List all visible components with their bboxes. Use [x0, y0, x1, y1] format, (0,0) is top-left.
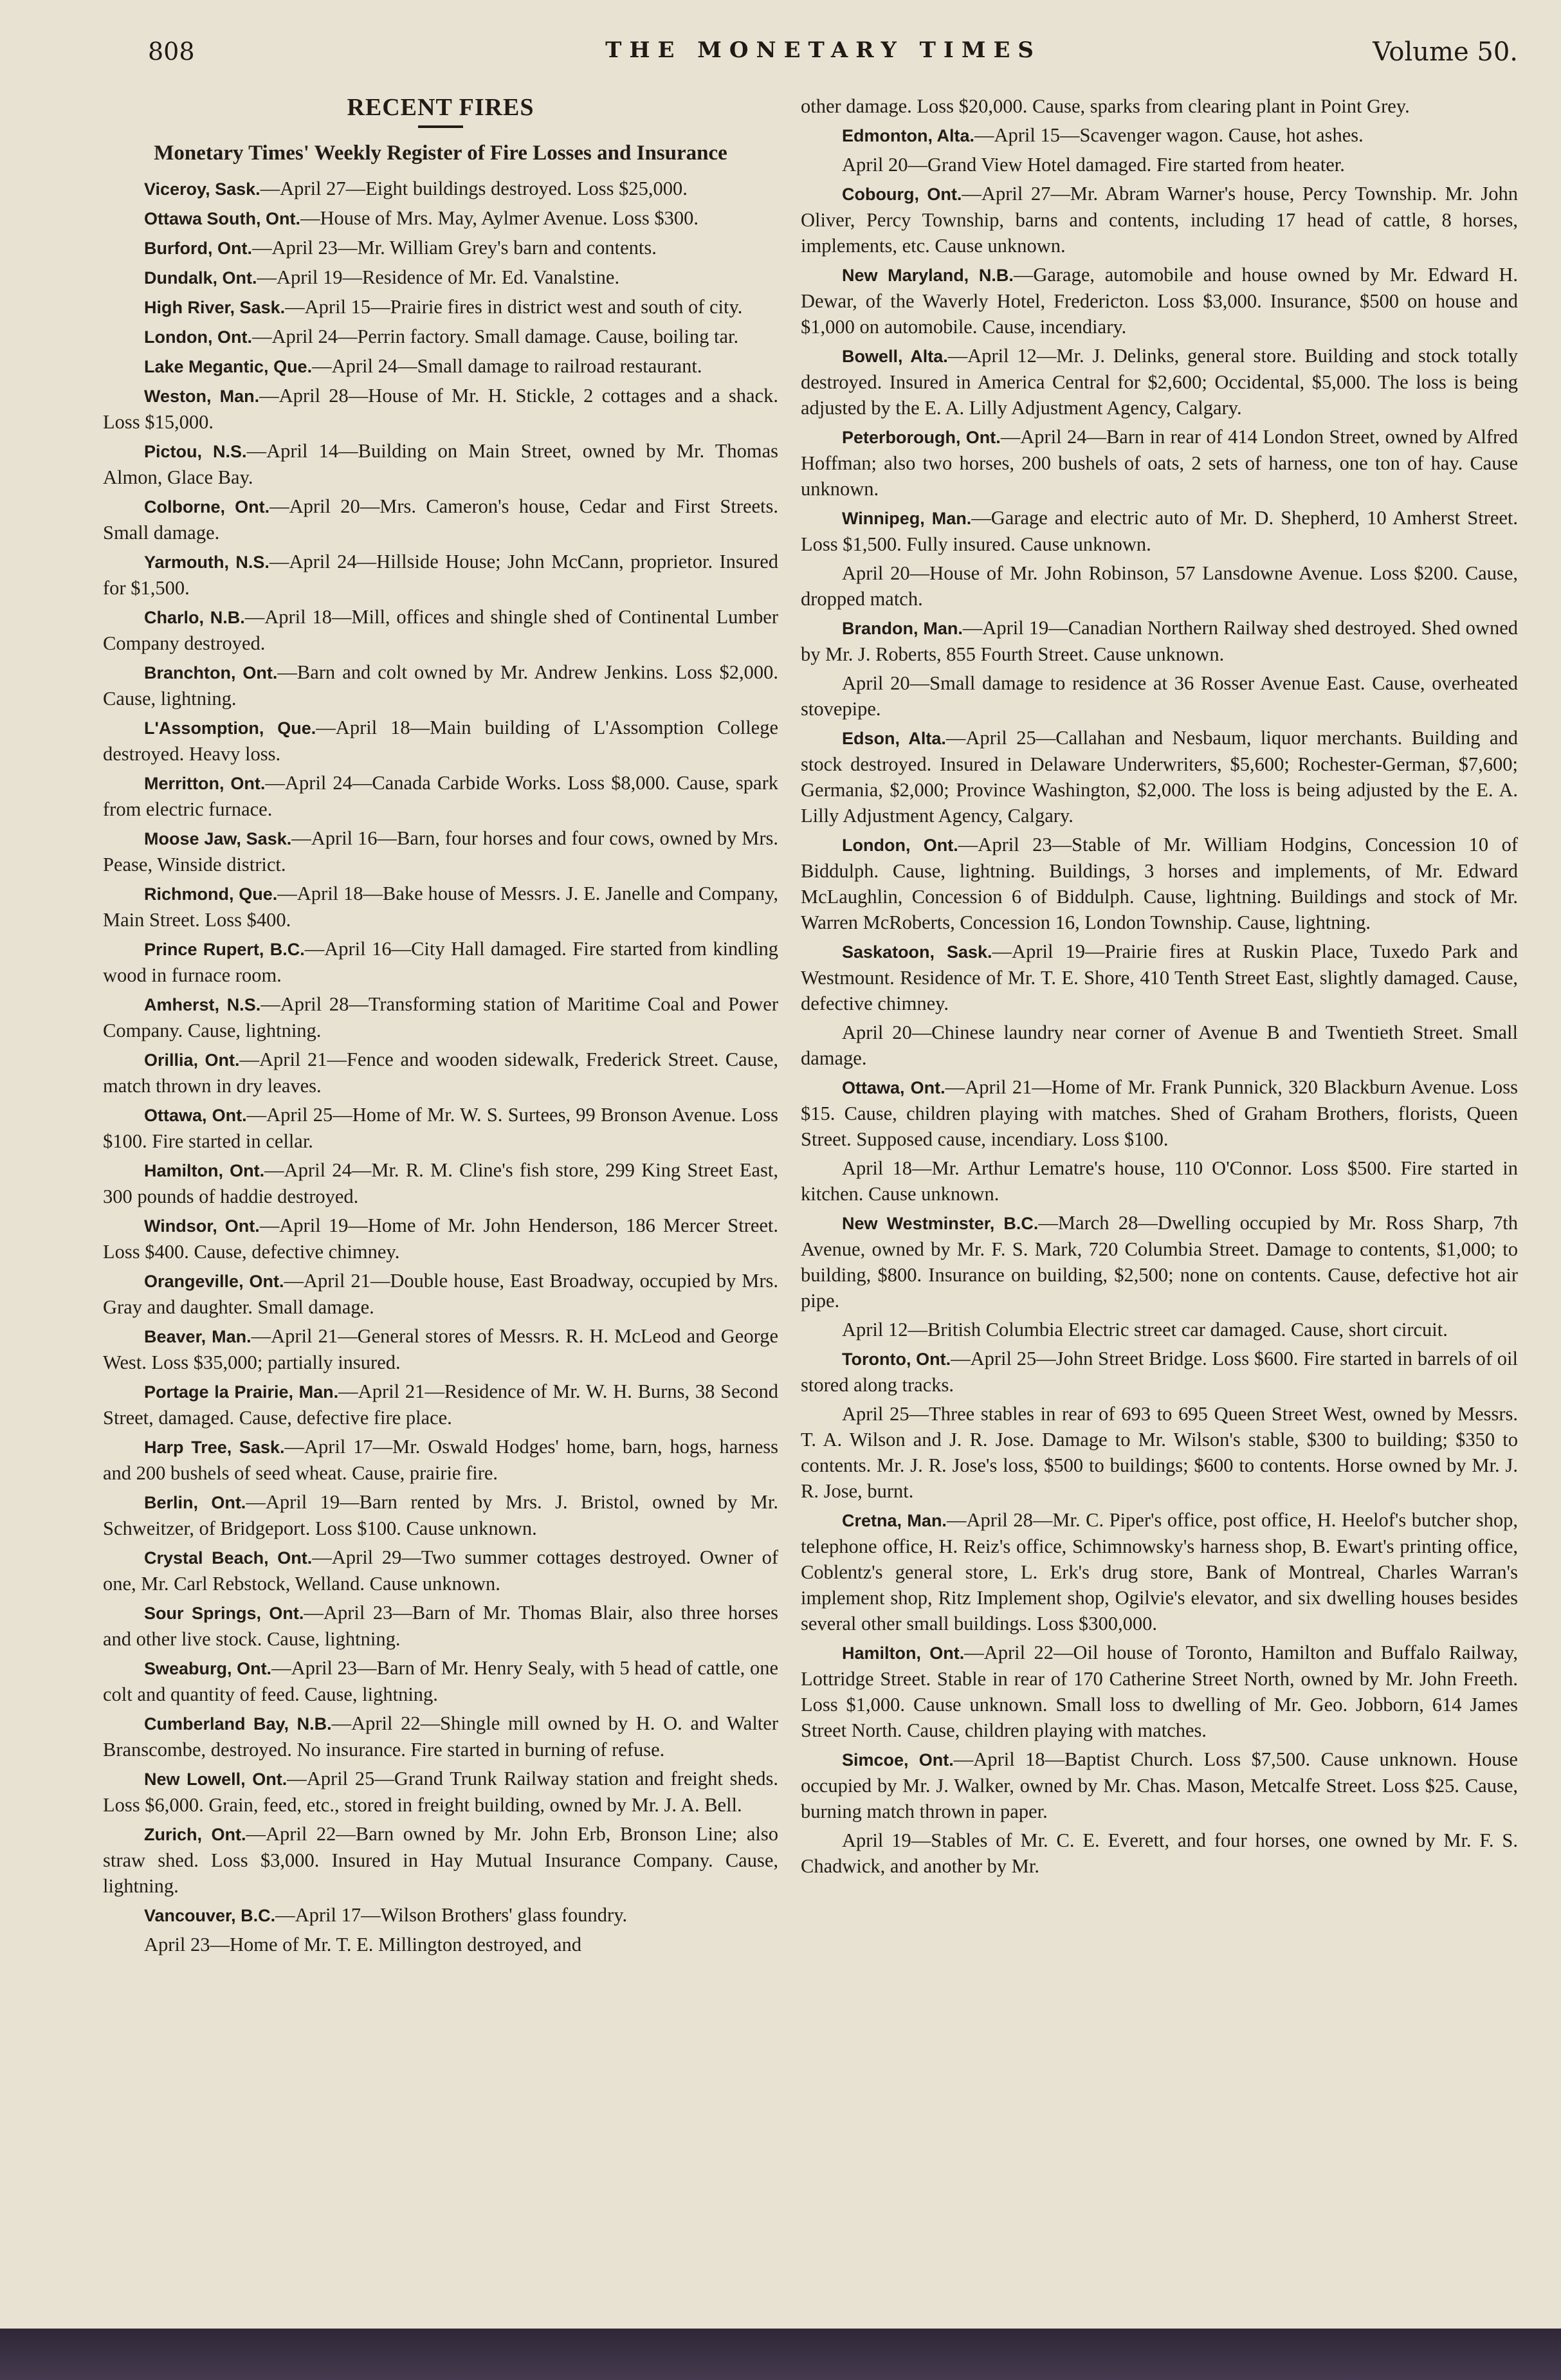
entry-place: Bowell, Alta. [842, 347, 948, 366]
entry-place: High River, Sask. [144, 298, 286, 317]
entry-text: April 19—Stables of Mr. C. E. Everett, and four horses, one owned by Mr. F. S. Chadwick, and another by Mr. [801, 1829, 1518, 1877]
entry-text: —April 27—Eight buildings destroyed. Loss $25,000. [260, 178, 688, 199]
entry-place: New Maryland, N.B. [842, 266, 1014, 285]
entry-text: April 20—Chinese laundry near corner of Avenue B and Twentieth Street. Small damage. [801, 1021, 1518, 1069]
entry-place: Berlin, Ont. [144, 1493, 246, 1512]
entry-text: —April 19—Canadian Northern Railway shed destroyed. Shed owned by Mr. J. Roberts, 855 Fourth Street. Cause unknown. [801, 617, 1518, 665]
fire-entry [103, 205, 778, 232]
fire-entry [801, 615, 1518, 667]
entry-place: Charlo, N.B. [144, 608, 245, 627]
fire-entry [801, 181, 1518, 259]
entry-text: —April 18—Bake house of Messrs. J. E. Janelle and Company, Main Street. Loss $400. [103, 883, 779, 931]
entry-place: Merritton, Ont. [144, 774, 266, 793]
fire-entry [103, 493, 778, 545]
fire-entry [801, 832, 1518, 935]
entry-text: —House of Mrs. May, Aylmer Avenue. Loss $300. [300, 207, 698, 229]
entry-place: Beaver, Man. [144, 1327, 251, 1346]
entry-text: —April 28—House of Mr. H. Stickle, 2 cottages and a shack. Loss $15,000. [103, 385, 779, 433]
entry-place: L'Assomption, Que. [144, 719, 316, 738]
entry-text: —April 19—Home of Mr. John Henderson, 186 Mercer Street. Loss $400. Cause, defective chimney. [103, 1214, 778, 1263]
entry-place: Windsor, Ont. [144, 1216, 260, 1236]
fire-entry [801, 670, 1518, 722]
fire-entry [103, 1655, 778, 1707]
fire-entry [103, 604, 778, 656]
fire-entry [103, 881, 778, 933]
entry-text: —April 14—Building on Main Street, owned by Mr. Thomas Almon, Glace Bay. [103, 440, 778, 488]
entry-place: Orangeville, Ont. [144, 1272, 284, 1291]
entry-place: Amherst, N.S. [144, 995, 261, 1014]
entry-place: Sweaburg, Ont. [144, 1659, 272, 1678]
entry-text: —April 24—Small damage to railroad restaurant. [312, 355, 702, 377]
entry-text: —April 16—City Hall damaged. Fire started from kindling wood in furnace room. [103, 938, 778, 986]
fire-entry [103, 991, 778, 1043]
entry-text: —Garage and electric auto of Mr. D. Shepherd, 10 Amherst Street. Loss $1,500. Fully insured. Cause unknown. [801, 507, 1518, 555]
entry-text: —April 17—Mr. Oswald Hodges' home, barn, hogs, harness and 200 bushels of seed wheat. Cause, prairie fire. [103, 1436, 778, 1484]
fire-entry [103, 235, 778, 261]
fire-entry [103, 324, 778, 350]
entry-place: Dundalk, Ont. [144, 268, 257, 288]
entry-text: —April 22—Shingle mill owned by H. O. and Walter Branscombe, destroyed. No insurance. Fire started in burning of refuse. [103, 1712, 778, 1761]
entry-text: —April 21—Double house, East Broadway, occupied by Mrs. Gray and daughter. Small damage. [103, 1270, 778, 1318]
entry-place: Zurich, Ont. [144, 1825, 246, 1844]
entry-text: —April 29—Two summer cottages destroyed. Owner of one, Mr. Carl Rebstock, Welland. Cause unknown. [103, 1546, 779, 1595]
entry-text: April 20—Small damage to residence at 36 Rosser Avenue East. Cause, overheated stovepipe. [801, 672, 1518, 720]
entry-text: —April 23—Stable of Mr. William Hodgins, Concession 10 of Biddulph. Cause, lightning. Buildings, 3 horses and implements, of Mr. Edward McLaughlin, Concession 6 of Biddulph. Cause, lightning. Buildings and stock of Mr. Warren McRoberts, Concession 16, London Township. Cause, lightning. [801, 834, 1518, 933]
entry-text: —April 19—Prairie fires at Ruskin Place, Tuxedo Park and Westmount. Residence of Mr. T. E. Shore, 410 Tenth Street East, slightly damaged. Cause, defective chimney. [801, 940, 1519, 1014]
fire-entry [801, 1827, 1518, 1879]
entry-text: —April 21—Fence and wooden sidewalk, Frederick Street. Cause, match thrown in dry leaves. [103, 1048, 778, 1097]
fire-entry [801, 505, 1518, 557]
entry-place: Burford, Ont. [144, 239, 252, 258]
fire-entry [103, 294, 778, 320]
entry-text: —April 21—Home of Mr. Frank Punnick, 320 Blackburn Avenue. Loss $15. Cause, children playing with matches. Shed of Graham Brothers, florists, Queen Street. Supposed cause, incendiary. Loss $100. [801, 1076, 1518, 1150]
entry-place: Vancouver, B.C. [144, 1906, 276, 1925]
entry-text: April 20—House of Mr. John Robinson, 57 Lansdowne Avenue. Loss $200. Cause, dropped match. [801, 562, 1518, 610]
entry-place: Lake Megantic, Que. [144, 357, 313, 376]
entry-place: New Lowell, Ont. [144, 1770, 288, 1789]
entry-text: —April 28—Transforming station of Maritime Coal and Power Company. Cause, lightning. [103, 993, 778, 1041]
entry-place: Harp Tree, Sask. [144, 1438, 285, 1457]
entry-place: Ottawa, Ont. [842, 1078, 945, 1097]
fire-entry [801, 1746, 1518, 1824]
right-column [801, 93, 1518, 2255]
entry-text: —April 15—Prairie fires in district west and south of city. [285, 296, 743, 318]
fire-entry [103, 770, 778, 822]
entry-text: —April 19—Barn rented by Mrs. J. Bristol, owned by Mr. Schweitzer, of Bridgeport. Loss $100. Cause unknown. [103, 1491, 778, 1539]
fire-entry [103, 1710, 778, 1762]
fire-entry [801, 1210, 1518, 1314]
entry-text: —April 17—Wilson Brothers' glass foundry. [275, 1904, 628, 1926]
publication-title: THE MONETARY TIMES [605, 37, 1041, 63]
entry-text: —April 12—Mr. J. Delinks, general store. Building and stock totally destroyed. Insured in America Central for $2,600; Occidental, $5,000. The loss is being adjusted by the E. A. Lilly Adjustment Agency, Calgary. [801, 345, 1518, 419]
fire-entry [103, 176, 778, 202]
fire-entry [103, 936, 778, 988]
entry-place: Saskatoon, Sask. [842, 942, 992, 962]
right-entries [801, 93, 1518, 1879]
entry-place: Moose Jaw, Sask. [144, 829, 292, 848]
entry-text: —April 24—Perrin factory. Small damage. Cause, boiling tar. [251, 325, 739, 347]
entry-place: Crystal Beach, Ont. [144, 1548, 313, 1568]
left-column [103, 93, 778, 2255]
fire-entry [103, 825, 778, 877]
fire-entry [103, 1268, 778, 1320]
fire-entry [103, 1544, 778, 1597]
entry-text: —Garage, automobile and house owned by Mr. Edward H. Dewar, of the Waverly Hotel, Fredericton. Loss $3,000. Insurance, $500 on house and $1,000 on automobile. Cause, incendiary. [801, 264, 1518, 338]
entry-place: Weston, Man. [144, 387, 260, 406]
entry-place: Simcoe, Ont. [842, 1750, 954, 1770]
entry-text: —April 19—Residence of Mr. Ed. Vanalstine. [257, 266, 620, 288]
entry-place: Edson, Alta. [842, 729, 946, 748]
entry-text: —April 27—Mr. Abram Warner's house, Percy Township. Mr. John Oliver, Percy Township, barns and contents, including 17 head of cattle, 8 horses, implements, etc. Cause unknown. [801, 183, 1518, 257]
fire-entry [103, 438, 778, 490]
entry-place: Pictou, N.S. [144, 442, 247, 461]
fire-entry [103, 1766, 778, 1818]
fire-entry [801, 343, 1518, 421]
entry-text: April 12—British Columbia Electric street car damaged. Cause, short circuit. [842, 1319, 1448, 1341]
entry-text: —April 25—Home of Mr. W. S. Surtees, 99 Bronson Avenue. Loss $100. Fire started in cellar. [103, 1104, 778, 1152]
fire-entry [801, 262, 1518, 340]
fire-entry [801, 1317, 1518, 1342]
entry-text: April 20—Grand View Hotel damaged. Fire started from heater. [842, 154, 1345, 176]
fire-entry [801, 1401, 1518, 1504]
entry-text: —April 23—Barn of Mr. Thomas Blair, also three horses and other live stock. Cause, lightning. [103, 1602, 778, 1650]
entry-place: Peterborough, Ont. [842, 428, 1001, 447]
fire-entry [801, 1640, 1518, 1743]
entry-place: Yarmouth, N.S. [144, 553, 269, 572]
entry-text: April 25—Three stables in rear of 693 to 695 Queen Street West, owned by Messrs. T. A. Wilson and J. R. Jose. Damage to Mr. Wilson's stable, $300 to building; $350 to contents. Mr. J. R. Jose's loss, $500 to buildings; $600 to contents. Horse owned by Mr. J. R. Jose, burnt. [801, 1403, 1518, 1502]
entry-text: —April 24—Barn in rear of 414 London Street, owned by Alfred Hoffman; also two horses, 200 bushels of oats, 2 sets of harness, one ton of hay. Cause unknown. [801, 426, 1518, 500]
section-subtitle: Monetary Times' Weekly Register of Fire Losses and Insurance [154, 142, 727, 165]
entry-text: —April 25—Callahan and Nesbaum, liquor merchants. Building and stock destroyed. Insured in Delaware Underwriters, $5,600; Rochester-German, $7,600; Germania, $2,000; Province Washington, $2,000. The loss is being adjusted by the E. A. Lilly Adjustment Agency, Calgary. [801, 727, 1518, 827]
entry-text: —April 24—Hillside House; John McCann, proprietor. Insured for $1,500. [103, 551, 778, 599]
fire-entry [103, 549, 778, 601]
entry-place: Sour Springs, Ont. [144, 1604, 304, 1623]
fire-entry [103, 1902, 778, 1928]
volume-label: Volume 50. [1373, 37, 1518, 67]
entry-text: other damage. Loss $20,000. Cause, sparks from clearing plant in Point Grey. [801, 95, 1410, 117]
entry-text: —April 15—Scavenger wagon. Cause, hot ashes. [974, 124, 1364, 146]
fire-entry [103, 353, 778, 380]
entry-text: —April 23—Mr. William Grey's barn and contents. [251, 237, 657, 259]
entry-place: Cumberland Bay, N.B. [144, 1714, 332, 1734]
entry-text: —April 23—Barn of Mr. Henry Sealy, with 5 head of cattle, one colt and quantity of feed. Cause, lightning. [103, 1657, 778, 1705]
title-rule [418, 125, 463, 128]
entry-place: Viceroy, Sask. [144, 179, 260, 199]
fire-entry [801, 1507, 1518, 1636]
fire-entry [801, 122, 1518, 149]
entry-place: Toronto, Ont. [842, 1350, 951, 1369]
entry-place: London, Ont. [144, 327, 252, 347]
entry-text: —April 16—Barn, four horses and four cows, owned by Mrs. Pease, Winside district. [103, 827, 778, 875]
fire-entry [801, 1155, 1518, 1207]
page-number: 808 [148, 37, 195, 66]
fire-entry [103, 1600, 778, 1652]
entry-place: Branchton, Ont. [144, 663, 278, 682]
entry-place: Richmond, Que. [144, 884, 278, 904]
entry-place: Prince Rupert, B.C. [144, 940, 305, 959]
fire-entry [801, 1074, 1518, 1152]
entry-place: Brandon, Man. [842, 619, 963, 638]
entry-place: Ottawa, Ont. [144, 1106, 247, 1125]
fire-entry [103, 1157, 778, 1209]
entry-text: —April 22—Barn owned by Mr. John Erb, Bronson Line; also straw shed. Loss $3,000. Insured in Hay Mutual Insurance Company. Cause, lightning. [103, 1823, 778, 1897]
fire-entry [103, 1047, 778, 1099]
entry-text: —April 20—Mrs. Cameron's house, Cedar and First Streets. Small damage. [103, 495, 779, 544]
entry-place: Cretna, Man. [842, 1511, 947, 1530]
fire-entry [103, 1821, 778, 1899]
entry-text: —April 24—Mr. R. M. Cline's fish store, 299 King Street East, 300 pounds of haddie destroyed. [103, 1159, 778, 1207]
entry-place: Hamilton, Ont. [842, 1643, 965, 1663]
fire-entry [801, 152, 1518, 178]
left-entries [103, 176, 778, 1957]
fire-entry [103, 1434, 778, 1486]
entry-place: Ottawa South, Ont. [144, 209, 300, 228]
entry-text: —April 18—Mill, offices and shingle shed of Continental Lumber Company destroyed. [103, 606, 778, 654]
entry-text: —April 21—General stores of Messrs. R. H. McLeod and George West. Loss $35,000; partially insured. [103, 1325, 778, 1373]
fire-entry [103, 1489, 778, 1541]
running-header [129, 37, 1518, 76]
fire-entry [103, 1932, 778, 1957]
entry-place: Edmonton, Alta. [842, 126, 974, 145]
entry-place: Cobourg, Ont. [842, 185, 962, 204]
fire-entry [103, 383, 778, 435]
entry-text: —April 18—Baptist Church. Loss $7,500. Cause unknown. House occupied by Mr. J. Walker, owned by Mr. Chas. Mason, Metcalfe Street. Loss $25. Cause, burning match thrown in paper. [801, 1748, 1518, 1822]
fire-entry [801, 93, 1518, 119]
fire-entry [801, 938, 1518, 1016]
fire-entry [801, 725, 1518, 828]
entry-place: Winnipeg, Man. [842, 509, 972, 528]
fire-entry [103, 715, 778, 767]
entry-text: —March 28—Dwelling occupied by Mr. Ross Sharp, 7th Avenue, owned by Mr. F. S. Mark, 720 Columbia Street. Damage to contents, $1,000; to building, $800. Insurance on building, $2,500; none on contents. Cause, defective hot air pipe. [801, 1212, 1518, 1312]
fire-entry [103, 1378, 778, 1431]
fire-entry [801, 424, 1518, 502]
entry-text: —April 21—Residence of Mr. W. H. Burns, 38 Second Street, damaged. Cause, defective fire place. [103, 1380, 778, 1429]
entry-text: April 23—Home of Mr. T. E. Millington destroyed, and [144, 1934, 581, 1955]
fire-entry [801, 560, 1518, 612]
fire-entry [103, 1213, 778, 1265]
entry-text: —April 25—John Street Bridge. Loss $600. Fire started in barrels of oil stored along tracks. [801, 1348, 1518, 1396]
entry-place: Hamilton, Ont. [144, 1161, 265, 1180]
entry-place: Portage la Prairie, Man. [144, 1382, 339, 1402]
entry-text: —April 18—Main building of L'Assomption College destroyed. Heavy loss. [103, 717, 778, 765]
entry-text: —April 22—Oil house of Toronto, Hamilton and Buffalo Railway, Lottridge Street. Stable in rear of 170 Catherine Street North, owned by Mr. John Freeth. Loss $1,000. Cause unknown. Small loss to dwelling of Mr. Geo. Jobborn, 614 James Street North. Cause, children playing with matches. [801, 1642, 1518, 1741]
entry-text: —April 24—Canada Carbide Works. Loss $8,000. Cause, spark from electric furnace. [103, 772, 778, 820]
entry-text: April 18—Mr. Arthur Lematre's house, 110 O'Connor. Loss $500. Fire started in kitchen. Cause unknown. [801, 1157, 1518, 1205]
fire-entry [103, 1323, 778, 1375]
fire-entry [103, 1102, 778, 1154]
fire-entry [801, 1346, 1518, 1398]
entry-text: —Barn and colt owned by Mr. Andrew Jenkins. Loss $2,000. Cause, lightning. [103, 661, 778, 709]
entry-place: New Westminster, B.C. [842, 1214, 1039, 1233]
entry-place: Orillia, Ont. [144, 1050, 240, 1070]
section-title: RECENT FIRES [347, 94, 534, 121]
entry-text: —April 28—Mr. C. Piper's office, post office, H. Heelof's butcher shop, telephone office, H. Reiz's office, Schimnowsky's harness shop, B. Ewart's printing office, Coblentz's general store, L. Erk's drug store, Bank of Montreal, Charles Warran's implement shop, Ritz Implement shop, Ogilvie's elevator, and six dwelling houses besides several other small buildings. Loss $300,000. [801, 1509, 1518, 1634]
fire-entry [801, 1020, 1518, 1071]
fire-entry [103, 264, 778, 291]
fire-entry [103, 659, 778, 711]
entry-place: London, Ont. [842, 836, 958, 855]
entry-place: Colborne, Ont. [144, 497, 270, 517]
entry-text: —April 25—Grand Trunk Railway station and freight sheds. Loss $6,000. Grain, feed, etc., stored in freight building, owned by Mr. J. A. Bell. [103, 1768, 778, 1816]
background-cloth [0, 2329, 1561, 2380]
